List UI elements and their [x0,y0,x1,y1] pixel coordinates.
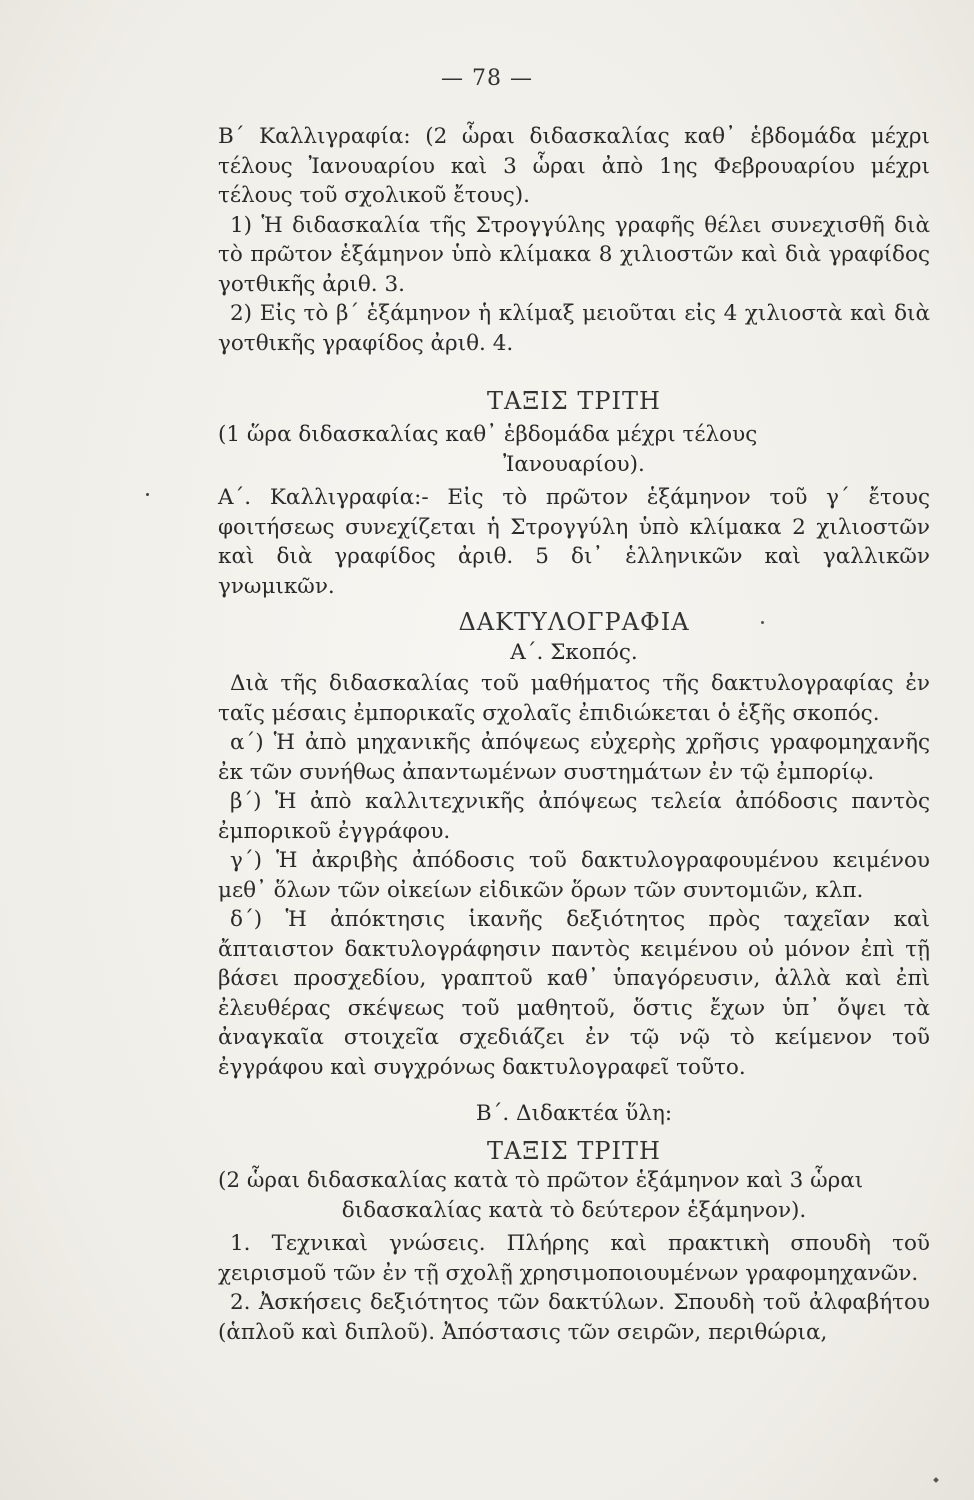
paragraph-technical-knowledge: 1. Τεχνικαὶ γνώσεις. Πλήρης καὶ πρακτικὴ σπουδὴ τοῦ χειρισμοῦ τῶν ἐν τῇ σχολῇ χρησιμοποιουμένων γραφομηχανῶν. [218,1231,930,1286]
note-semester-hours-line2: διδασκαλίας κατὰ τὸ δεύτερον ἑξάμηνον). [341,1197,807,1223]
paragraph-skopos-intro: Διὰ τῆς διδασκαλίας τοῦ μαθήματος τῆς δακτυλογραφίας ἐν ταῖς μέσαις ἐμπορικαῖς σχολαῖς ἐπιδιώκεται ὁ ἑξῆς σκοπός. [218,671,930,726]
paragraph-finger-exercises: 2. Ἀσκήσεις δεξιότητος τῶν δακτύλων. Σπουδὴ τοῦ ἀλφαβήτου (ἁπλοῦ καὶ διπλοῦ). Ἀπόστασις τῶν σειρῶν, περιθώρια, [218,1290,930,1345]
paragraph-item-beta: β΄) Ἡ ἀπὸ καλλιτεχνικῆς ἀπόψεως τελεία ἀπόδοσις παντὸς ἐμπορικοῦ ἐγγράφου. [218,789,930,844]
paragraph-kalligraphia-third-year: Α΄. Καλλιγραφία:- Εἰς τὸ πρῶτον ἑξάμηνον τοῦ γ΄ ἔτους φοιτήσεως συνεχίζεται ἡ Στρογγύλη ὑπὸ κλίμακα 2 χιλιοστῶν καὶ διὰ γραφίδος ἀριθ. 5 δι᾿ ἑλληνικῶν καὶ γαλλικῶν γνωμικῶν. [218,485,930,599]
paragraph-second-semester-scale: 2) Εἰς τὸ β΄ ἑξάμηνον ἡ κλίμαξ μειοῦται εἰς 4 χιλιοστὰ καὶ διὰ γοτθικῆς γραφίδος ἀριθ. 4. [218,301,930,356]
note-weekly-hours-line1: (1 ὥρα διδασκαλίας καθ᾿ ἑβδομάδα μέχρι τέλους [218,422,758,447]
page-body [218,122,930,1347]
paragraph-kalligraphia-hours: Β΄ Καλλιγραφία: (2 ὧραι διδασκαλίας καθ᾿ ἑβδομάδα μέχρι τέλους Ἰανουαρίου καὶ 3 ὧραι ἀπὸ 1ης Φεβρουαρίου μέχρι τέλους τοῦ σχολικοῦ ἔτους). [218,124,930,208]
page-number: — 78 — [441,66,533,91]
heading-taxis-triti: ΤΑΞΙΣ ΤΡΙΤΗ [487,387,661,415]
paragraph-item-gamma: γ΄) Ἡ ἀκριβὴς ἀπόδοσις τοῦ δακτυλογραφουμένου κειμένου μεθ᾿ ὅλων τῶν οἰκείων εἰδικῶν ὅρων τῶν συντομιῶν, κλπ. [218,848,930,903]
margin-speck [761,621,764,624]
heading-daktylografia: ΔΑΚΤΥΛΟΓΡΑΦΙΑ [458,608,690,636]
paragraph-item-alpha: α΄) Ἡ ἀπὸ μηχανικῆς ἀπόψεως εὐχερὴς χρῆσις γραφομηχανῆς ἐκ τῶν συνήθως ἀπαντωμένων συστημάτων ἐν τῷ ἐμπορίῳ. [218,730,930,785]
paragraph-item-delta: δ΄) Ἡ ἀπόκτησις ἱκανῆς δεξιότητος πρὸς ταχεῖαν καὶ ἄπταιστον δακτυλογράφησιν παντὸς κειμένου οὐ μόνον ἐπὶ τῇ βάσει προσχεδίου, γραπτοῦ καθ᾿ ὑπαγόρευσιν, ἀλλὰ καὶ ἐπὶ ἐλευθέρας σκέψεως τοῦ μαθητοῦ, ὅστις ἔχων ὑπ᾿ ὄψει τὰ ἀναγκαῖα στοιχεῖα σχεδιάζει ἐν τῷ νῷ τὸ κείμενον τοῦ ἐγγράφου καὶ συγχρόνως δακτυλογραφεῖ τοῦτο. [218,907,930,1080]
heading-taxis-triti-2: ΤΑΞΙΣ ΤΡΙΤΗ [487,1137,661,1165]
paragraph-strongyli-first-semester: 1) Ἡ διδασκαλία τῆς Στρογγύλης γραφῆς θέλει συνεχισθῆ διὰ τὸ πρῶτον ἑξάμηνον ὑπὸ κλίμακα 8 χιλιοστῶν καὶ διὰ γραφίδος γοτθικῆς ἀριθ. 3. [218,212,930,297]
note-weekly-hours-line2: Ἰανουαρίου). [503,451,645,477]
margin-speck [933,1477,939,1483]
margin-speck [146,493,149,496]
note-semester-hours-line1: (2 ὧραι διδασκαλίας κατὰ τὸ πρῶτον ἑξάμηνον καὶ 3 ὧραι [218,1168,864,1193]
subheading-skopos: Α΄. Σκοπός. [510,640,638,665]
subheading-didaktea-yli: Β΄. Διδακτέα ὕλη: [475,1101,673,1126]
